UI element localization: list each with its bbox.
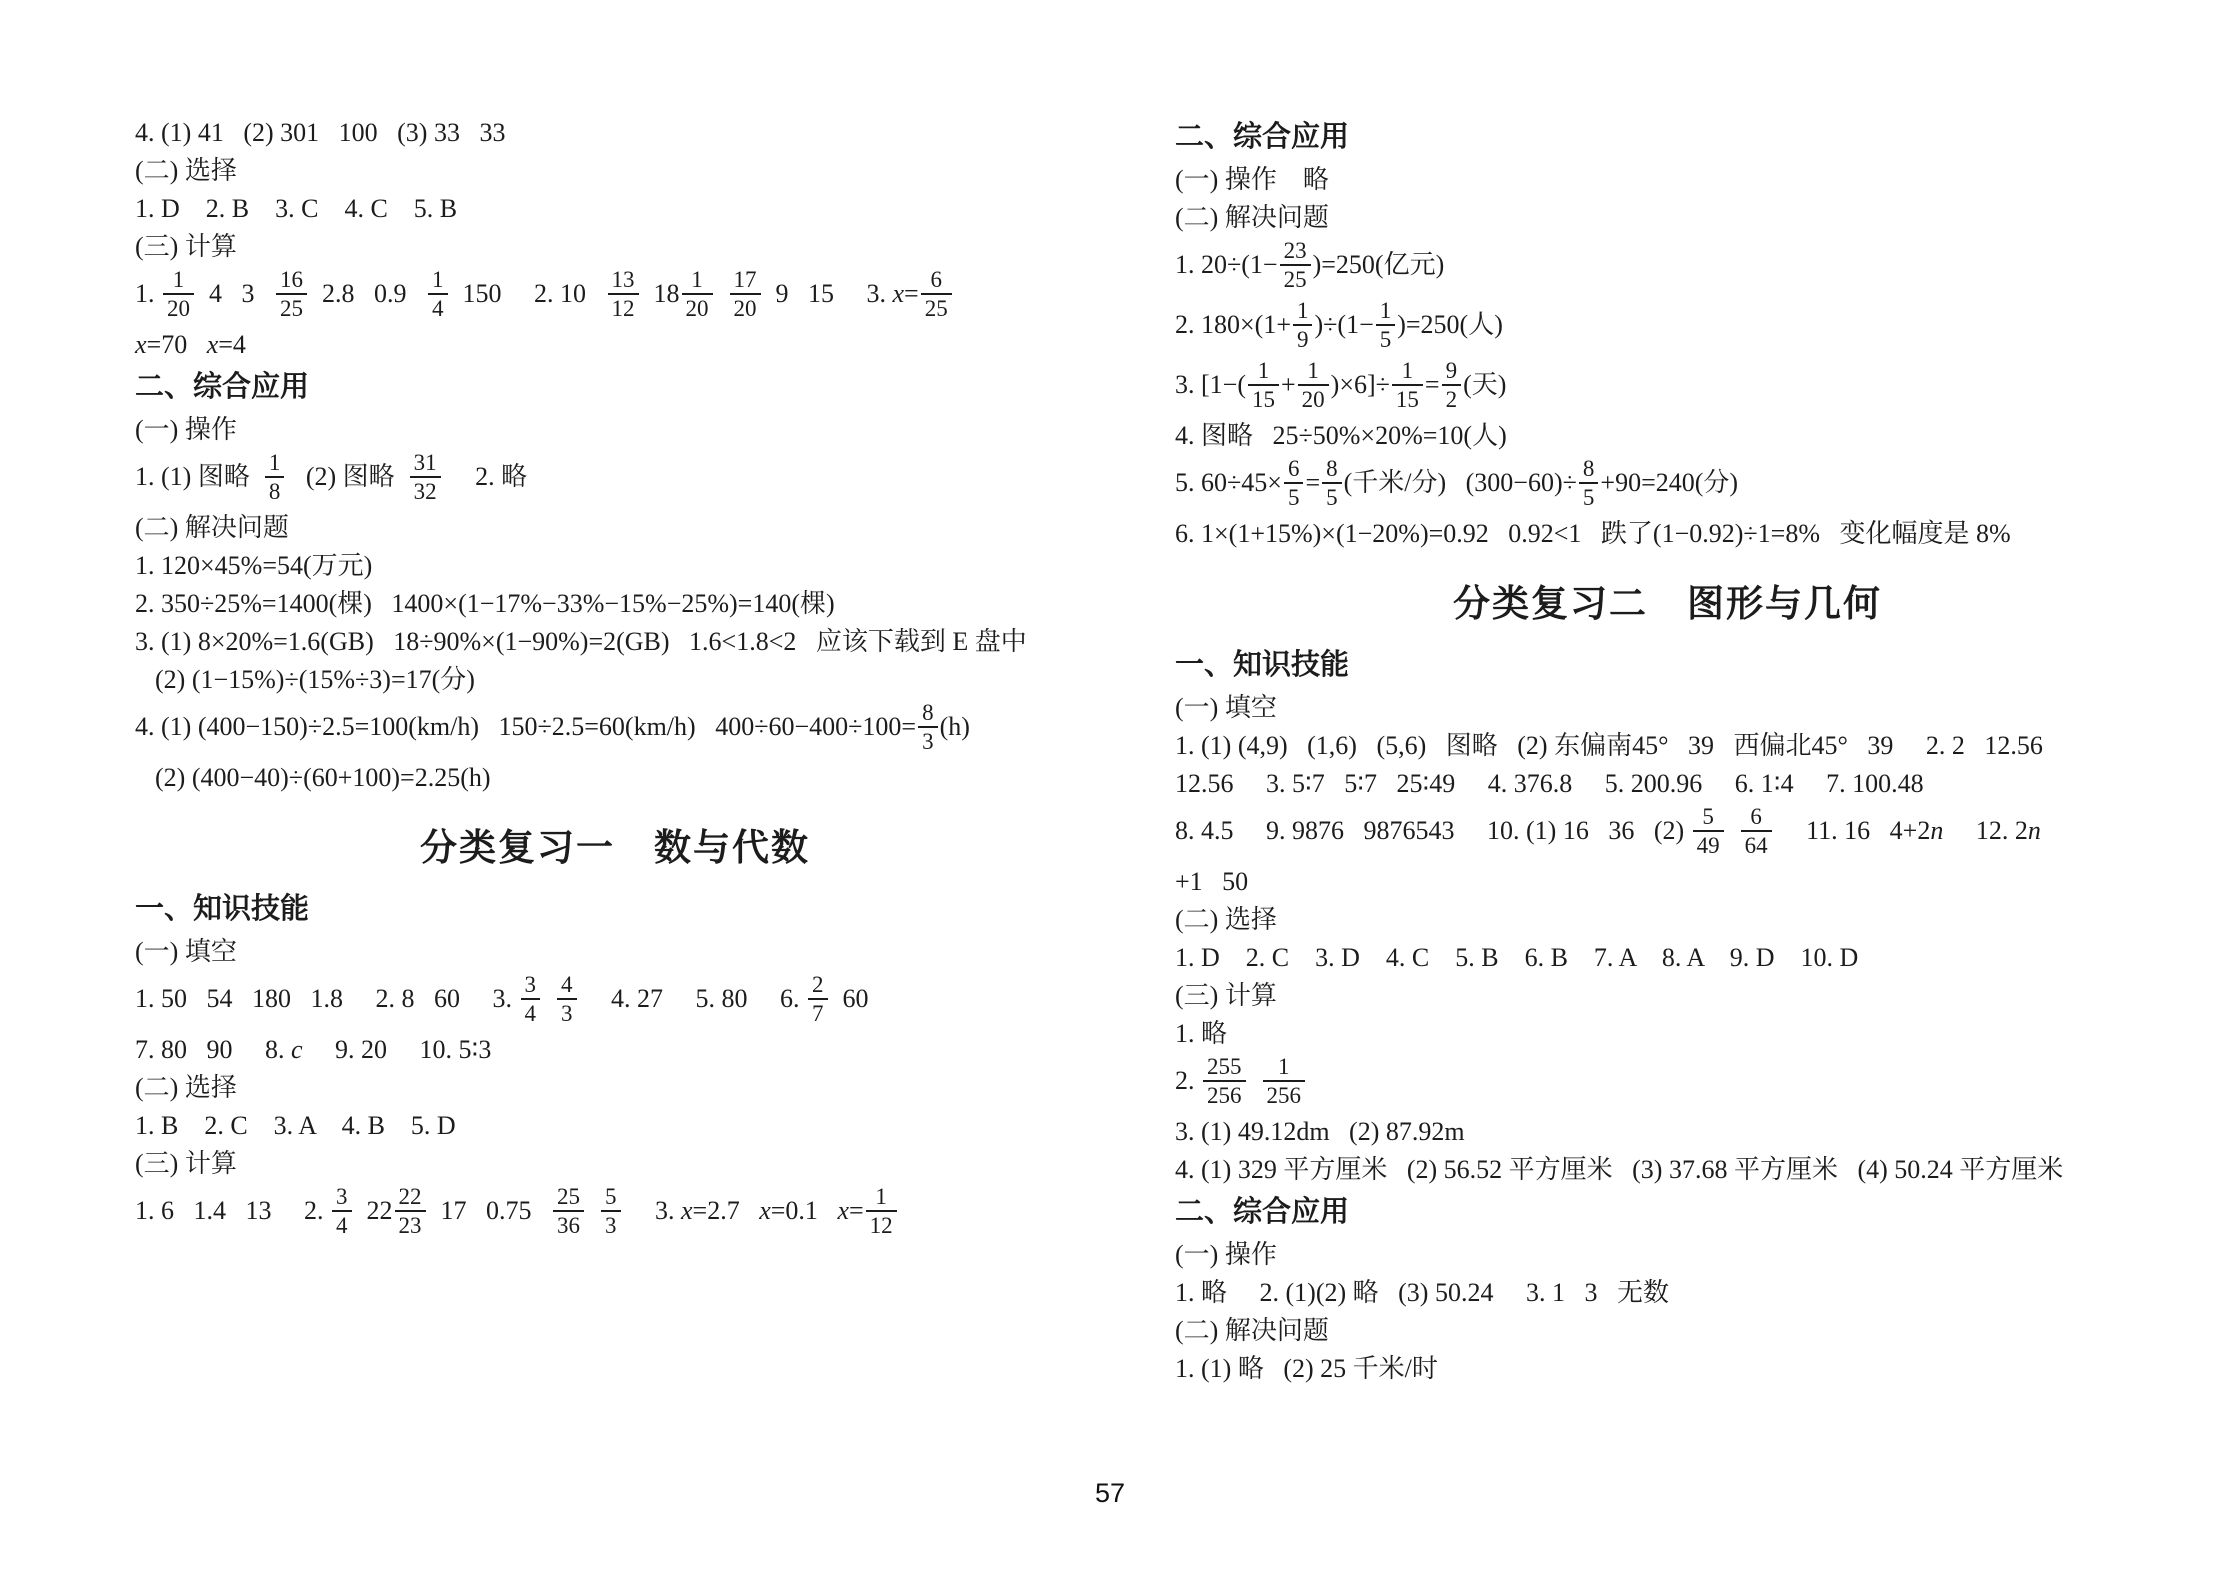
answer-line: 6. 1×(1+15%)×(1−20%)=0.92 0.92<1 跌了(1−0.92)÷1=8% 变化幅度是 8%	[1175, 519, 2011, 548]
italic-variable: x	[135, 330, 147, 359]
answer-line: (2) (400−40)÷(60+100)=2.25(h)	[155, 763, 491, 792]
fraction: $\frac{25}{36}$	[553, 1183, 584, 1239]
fraction: $\frac{3}{4}$	[332, 1183, 352, 1239]
section-heading: 一、知识技能	[135, 893, 310, 925]
fraction: $\frac{1}{15}$	[1248, 357, 1279, 413]
answer-line: (2) (1−15%)÷(15%÷3)=17(分)	[155, 665, 475, 694]
italic-variable: x	[892, 278, 905, 308]
fraction: $\frac{6}{25}$	[921, 266, 952, 322]
answer-line: 2. 180×(1+ $\frac{1}{9}$ )÷(1− $\frac{1}{5}$ )=250(人)	[1175, 298, 1503, 352]
fraction: $\frac{3}{4}$	[521, 971, 541, 1027]
answer-line: 1. 120×45%=54(万元)	[135, 551, 373, 580]
fraction: $\frac{16}{25}$	[276, 266, 307, 322]
answer-line: 1. 6 1.4 13 2. $\frac{3}{4}$ 22 $\frac{22}{23}$ 17 0.75 $\frac{25}{36}$ $\frac{5}{3}$ 3. x=2.7 x=0.1 x= $\frac{1}{12}$	[135, 1185, 1095, 1241]
fraction: $\frac{4}{3}$	[557, 971, 577, 1027]
fraction: $\frac{23}{25}$	[1280, 237, 1311, 293]
answer-line: 4. (1) (400−150)÷2.5=100(km/h) 150÷2.5=60(km/h) 400÷60−400÷100= $\frac{8}{3}$ (h)	[135, 700, 970, 754]
fraction: $\frac{1}{20}$	[163, 266, 194, 322]
page-number: 57	[1094, 1478, 1126, 1508]
section-heading: 二、综合应用	[1175, 1196, 1350, 1228]
subsection-heading: (二) 解决问题	[1175, 1316, 1329, 1345]
answer-line: 1. 50 54 180 1.8 2. 8 60 3. $\frac{3}{4}$ $\frac{4}{3}$ 4. 27 5. 80 6. $\frac{2}{7}$ 60	[135, 972, 869, 1026]
section-heading: 二、综合应用	[135, 371, 310, 403]
fraction: $\frac{1}{256}$	[1263, 1053, 1306, 1109]
answer-line: 1. D 2. C 3. D 4. C 5. B 6. B 7. A 8. A 9. D 10. D	[1175, 943, 1859, 972]
fraction: $\frac{255}{256}$	[1203, 1053, 1246, 1109]
subsection-heading: (一) 操作	[1175, 1240, 1277, 1269]
subsection-heading: (二) 解决问题	[135, 513, 289, 542]
answer-line: 1. B 2. C 3. A 4. B 5. D	[135, 1111, 456, 1140]
fraction: $\frac{17}{20}$	[730, 266, 761, 322]
answer-line: 5. 60÷45× $\frac{6}{5}$ = $\frac{8}{5}$ (千米/分) (300−60)÷ $\frac{8}{5}$ +90=240(分)	[1175, 456, 1739, 510]
answer-line: 3. (1) 49.12dm (2) 87.92m	[1175, 1117, 1465, 1146]
answer-line: 1. (1) (4,9) (1,6) (5,6) 图略 (2) 东偏南45° 39 西偏北45° 39 2. 2 12.56	[1175, 731, 2043, 760]
answer-line: 3. (1) 8×20%=1.6(GB) 18÷90%×(1−90%)=2(GB) 1.6<1.8<2 应该下载到 E 盘中	[135, 627, 1027, 656]
subsection-heading: (二) 选择	[135, 156, 237, 185]
section-heading: 一、知识技能	[1175, 649, 1350, 681]
fraction: $\frac{5}{3}$	[601, 1183, 621, 1239]
answer-line: 1. $\frac{1}{20}$ 4 3 $\frac{16}{25}$ 2.8 0.9 $\frac{1}{4}$ 150 2. 10 $\frac{13}{12}$ 18 $\frac{1}{20}$ $\frac{17}{20}$ 9 15 3. x= $\frac{6}{25}$	[135, 268, 1095, 324]
fraction: $\frac{2}{7}$	[808, 971, 828, 1027]
fraction: $\frac{1}{20}$	[1298, 357, 1329, 413]
answer-line: 1. (1) 略 (2) 25 千米/时	[1175, 1354, 1438, 1383]
fraction: $\frac{9}{2}$	[1442, 357, 1462, 413]
fraction: $\frac{6}{5}$	[1284, 455, 1304, 511]
italic-variable: n	[2027, 815, 2041, 845]
column-left	[135, 112, 1095, 1245]
subsection-heading: (一) 填空	[135, 937, 237, 966]
answer-line: 4. (1) 329 平方厘米 (2) 56.52 平方厘米 (3) 37.68 平方厘米 (4) 50.24 平方厘米	[1175, 1155, 2064, 1184]
fraction: $\frac{1}{9}$	[1293, 297, 1313, 353]
fraction: $\frac{31}{32}$	[410, 449, 441, 505]
fraction: $\frac{8}{3}$	[918, 699, 938, 755]
fraction: $\frac{6}{64}$	[1741, 803, 1772, 859]
column-right	[1175, 112, 2160, 1390]
fraction: $\frac{1}{5}$	[1376, 297, 1396, 353]
answer-line: x=70 x=4	[135, 330, 246, 359]
subsection-heading: (一) 操作 略	[1175, 165, 1329, 194]
fraction: $\frac{1}{4}$	[428, 266, 448, 322]
section-title: 分类复习二 图形与几何	[1453, 583, 1882, 624]
italic-variable: x	[759, 1195, 771, 1225]
italic-variable: x	[206, 330, 219, 359]
subsection-heading: (一) 填空	[1175, 693, 1277, 722]
answer-line: 1. 20÷(1− $\frac{23}{25}$ )=250(亿元)	[1175, 238, 1445, 292]
answer-line: +1 50	[1175, 867, 1249, 896]
fraction: $\frac{22}{23}$	[395, 1183, 426, 1239]
subsection-heading: (三) 计算	[135, 1149, 237, 1178]
subsection-heading: (二) 解决问题	[1175, 203, 1329, 232]
answer-line: 1. (1) 图略 $\frac{1}{8}$ (2) 图略 $\frac{31}{32}$ 2. 略	[135, 450, 528, 504]
answer-line: 2. 350÷25%=1400(棵) 1400×(1−17%−33%−15%−25%)=140(棵)	[135, 589, 835, 618]
subsection-heading: (二) 选择	[1175, 905, 1277, 934]
section-title: 分类复习一 数与代数	[420, 827, 810, 868]
italic-variable: x	[681, 1195, 693, 1225]
answer-line: 3. [1−( $\frac{1}{15}$ + $\frac{1}{20}$ )×6]÷ $\frac{1}{15}$ = $\frac{9}{2}$ (天)	[1175, 358, 1507, 412]
answer-line: 1. D 2. B 3. C 4. C 5. B	[135, 194, 458, 223]
fraction: $\frac{1}{12}$	[866, 1183, 897, 1239]
fraction: $\frac{1}{20}$	[682, 266, 713, 322]
answer-line: 1. 略 2. (1)(2) 略 (3) 50.24 3. 1 3 无数	[1175, 1278, 1669, 1307]
fraction: $\frac{13}{12}$	[608, 266, 639, 322]
section-heading: 二、综合应用	[1175, 121, 1350, 153]
fraction: $\frac{5}{49}$	[1693, 803, 1724, 859]
italic-variable: c	[291, 1035, 303, 1064]
answer-line: 8. 4.5 9. 9876 9876543 10. (1) 16 36 (2) $\frac{5}{49}$ $\frac{6}{64}$ 11. 16 4+2n 12. 2n	[1175, 804, 2041, 858]
fraction: $\frac{8}{5}$	[1579, 455, 1599, 511]
fraction: $\frac{1}{15}$	[1392, 357, 1423, 413]
subsection-heading: (二) 选择	[135, 1073, 237, 1102]
italic-variable: x	[837, 1195, 849, 1225]
subsection-heading: (三) 计算	[135, 232, 237, 261]
answer-line: 4. (1) 41 (2) 301 100 (3) 33 33	[135, 118, 506, 147]
subsection-heading: (三) 计算	[1175, 981, 1277, 1010]
answer-line: 7. 80 90 8. c 9. 20 10. 5∶3	[135, 1035, 492, 1064]
answer-line: 12.56 3. 5∶7 5∶7 25∶49 4. 376.8 5. 200.96 6. 1∶4 7. 100.48	[1175, 769, 1924, 798]
italic-variable: n	[1930, 815, 1944, 845]
answer-line: 4. 图略 25÷50%×20%=10(人)	[1175, 421, 1507, 450]
subsection-heading: (一) 操作	[135, 415, 237, 444]
fraction: $\frac{1}{8}$	[265, 449, 285, 505]
answer-line: 1. 略	[1175, 1019, 1228, 1048]
fraction: $\frac{8}{5}$	[1322, 455, 1342, 511]
answer-line: 2. $\frac{255}{256}$ $\frac{1}{256}$	[1175, 1055, 2160, 1111]
